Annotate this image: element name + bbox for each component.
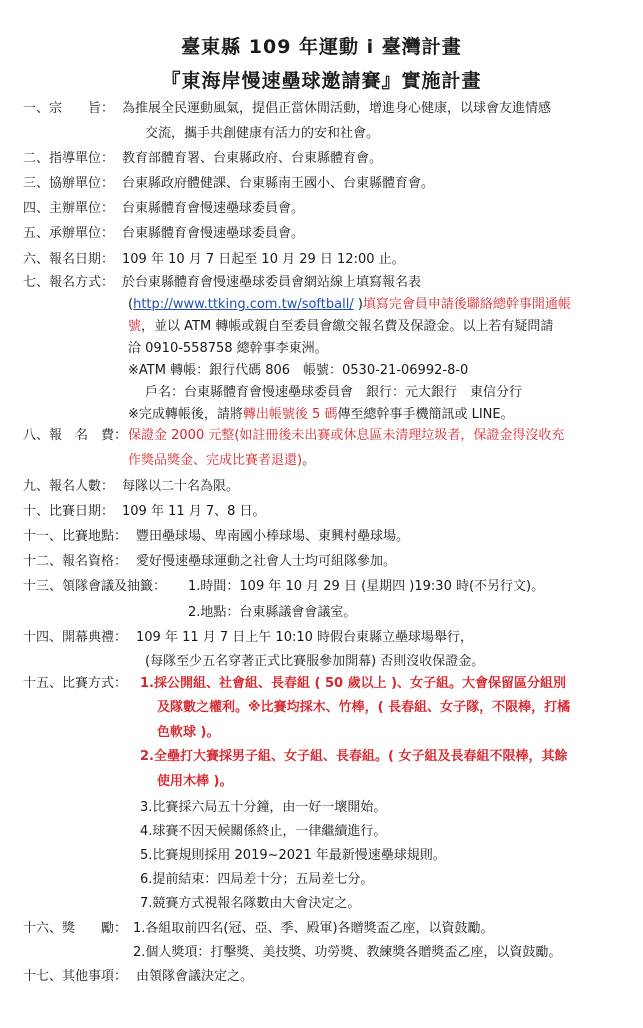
- document-subtitle: 『東海岸慢速壘球邀請賽』實施計畫: [161, 70, 482, 92]
- red-notice: 號: [128, 319, 142, 334]
- section-text: 台東縣體育會慢速壘球委員會。: [122, 226, 305, 241]
- section-text: 戶名：台東縣體育會慢速壘球委員會 銀行：元大銀行 東信分行: [145, 385, 523, 400]
- section-text: 洽 0910-558758 總幹事李東洲。: [128, 341, 328, 356]
- format-item-4: 4.球賽不因天候關係終止，一律繼續進行。: [140, 824, 387, 839]
- format-item-6: 6.提前結束：四局差十分；五局差七分。: [140, 872, 374, 887]
- section-text: 於台東縣體育會慢速壘球委員會網站線上填寫報名表: [122, 275, 422, 290]
- registration-line-4: [0, 338, 643, 360]
- section-co-organizer: [0, 173, 643, 195]
- section-text: 傳至總幹事手機簡訊或 LINE。: [337, 407, 514, 422]
- section-text: (每隊至少五名穿著正式比賽服參加開幕) 否則沒收保證金。: [145, 654, 485, 669]
- section-text: 2.個人獎項：打擊獎、美技獎、功勞獎、教練獎各贈獎盃乙座，以資鼓勵。: [133, 945, 562, 960]
- section-registration-method: [0, 272, 643, 294]
- section-game-format: [0, 673, 643, 695]
- format-item-2: 2.全壘打大賽採男子組、女子組、長春組。( 女子組及長春組不限棒，其餘: [140, 749, 568, 764]
- deposit-notice: 作獎品獎金、完成比賽者退還): [128, 453, 303, 468]
- deposit-notice: 保證金 2000 元整(如註冊後未出賽或休息區未清理垃圾者，保證金得沒收充: [128, 428, 565, 443]
- section-text: 豐田壘球場、卑南國小棒球場、東興村壘球場。: [136, 529, 410, 544]
- transfer-notice-line: [0, 404, 643, 426]
- section-label: 八、報 名 費：: [23, 428, 128, 443]
- section-organizer: [0, 198, 643, 220]
- format-item-3: [0, 797, 643, 819]
- section-purpose-cont: [0, 123, 643, 145]
- section-text: 1.時間：109 年 10 月 29 日 (星期四 )19:30 時(不另行文)。: [188, 579, 545, 594]
- section-text: 。: [302, 453, 316, 468]
- section-text: 交流，攜手共創健康有活力的安和社會。: [145, 126, 380, 141]
- section-purpose: [0, 98, 643, 120]
- section-text: 由領隊會議決定之。: [136, 969, 254, 984]
- account-name-line: [0, 382, 643, 404]
- section-label: 十三、領隊會議及抽籤：: [23, 579, 167, 594]
- section-label: 十七、其他事項：: [23, 969, 128, 984]
- paren-open: (: [128, 297, 134, 312]
- section-label: 十二、報名資格：: [23, 554, 128, 569]
- section-text: 109 年 10 月 7 日起至 10 月 29 日 12:00 止。: [122, 252, 405, 267]
- section-awards: [0, 918, 643, 940]
- section-text: ※ATM 轉帳：銀行代碼 806 帳號：0530-21-06992-8-0: [128, 363, 469, 378]
- format-item-5: [0, 845, 643, 867]
- section-opening-cont: [0, 651, 643, 673]
- section-supervisor: [0, 148, 643, 170]
- section-text: 為推展全民運動風氣，提倡正當休閒活動，增進身心健康，以球會友進情感: [122, 101, 552, 116]
- format-item-2-cont: [0, 771, 643, 793]
- red-notice: 填寫完會員申請後聯絡總幹事開通帳: [362, 297, 571, 312]
- section-awards-cont: [0, 942, 643, 964]
- section-fee-cont: [0, 450, 643, 472]
- section-registration-date: [0, 249, 643, 271]
- paren-close: ): [353, 297, 363, 312]
- section-label: 十一、比賽地點：: [23, 529, 128, 544]
- format-item-1-cont: [0, 697, 643, 719]
- section-opening: [0, 627, 643, 649]
- format-item-1: 1.採公開組、社會組、長春組 ( 50 歲以上 )、女子組。大會保留區分組別: [140, 676, 567, 691]
- section-venue: [0, 526, 643, 548]
- section-label: 十、比賽日期：: [23, 504, 115, 519]
- registration-link-line: [0, 294, 643, 316]
- section-team-size: [0, 476, 643, 498]
- section-text: 2.地點：台東縣議會會議室。: [188, 605, 357, 620]
- section-text: 109 年 11 月 7、8 日。: [122, 504, 266, 519]
- format-item-1-cont: [0, 722, 643, 744]
- section-text: 教育部體育署、台東縣政府、台東縣體育會。: [122, 151, 383, 166]
- section-eligibility: [0, 551, 643, 573]
- format-item-7: [0, 893, 643, 915]
- section-text: 台東縣政府體健課、台東縣南王國小、台東縣體育會。: [122, 176, 435, 191]
- section-label: 五、承辦單位：: [23, 226, 115, 241]
- section-text: 109 年 11 月 7 日上午 10:10 時假台東縣立壘球場舉行，: [136, 630, 474, 645]
- section-label: 十五、比賽方式：: [23, 676, 128, 691]
- section-label: 六、報名日期：: [23, 252, 115, 267]
- section-text: 愛好慢速壘球運動之社會人士均可組隊參加。: [136, 554, 397, 569]
- registration-url-link[interactable]: http://www.ttking.com.tw/softball/: [133, 297, 354, 312]
- section-label: 一、宗 旨：: [23, 101, 115, 116]
- format-item-2: [0, 746, 643, 768]
- format-item-6: [0, 869, 643, 891]
- section-text: 每隊以二十名為限。: [122, 479, 240, 494]
- section-label: 三、協辦單位：: [23, 176, 115, 191]
- section-team-meeting: [0, 576, 643, 598]
- section-other: [0, 966, 643, 988]
- format-item-1: 及隊數之權利。※比賽均採木、竹棒，( 長春組、女子隊，不限棒，打橘: [157, 700, 571, 715]
- section-text: 1.各組取前四名(冠、亞、季、殿軍)各贈獎盃乙座，以資鼓勵。: [133, 921, 494, 936]
- section-text: 台東縣體育會慢速壘球委員會。: [122, 201, 305, 216]
- section-label: 十六、獎 勵：: [23, 921, 128, 936]
- format-item-3: 3.比賽採六局五十分鐘，由一好一壞開始。: [140, 800, 387, 815]
- red-notice: 轉出帳號後 5 碼: [242, 407, 338, 422]
- format-item-4: [0, 821, 643, 843]
- section-text: ，並以 ATM 轉帳或親自至委員會繳交報名費及保證金。以上若有疑問請: [141, 319, 554, 334]
- atm-account-line: [0, 360, 643, 382]
- format-item-1: 色軟球 )。: [157, 725, 220, 740]
- section-fee: [0, 425, 643, 447]
- section-team-meeting-cont: [0, 602, 643, 624]
- section-executor: [0, 223, 643, 245]
- format-item-7: 7.競賽方式視報名隊數由大會決定之。: [140, 896, 361, 911]
- section-game-date: [0, 501, 643, 523]
- section-label: 四、主辦單位：: [23, 201, 115, 216]
- section-label: 二、指導單位：: [23, 151, 115, 166]
- document-title: 臺東縣 109 年運動 i 臺灣計畫: [181, 36, 462, 58]
- section-label: 七、報名方式：: [23, 275, 115, 290]
- section-text: ※完成轉帳後，請將: [128, 407, 243, 422]
- format-item-2: 使用木棒 )。: [157, 774, 233, 789]
- registration-line-3: [0, 316, 643, 338]
- section-label: 九、報名人數：: [23, 479, 115, 494]
- format-item-5: 5.比賽規則採用 2019~2021 年最新慢速壘球規則。: [140, 848, 446, 863]
- section-label: 十四、開幕典禮：: [23, 630, 128, 645]
